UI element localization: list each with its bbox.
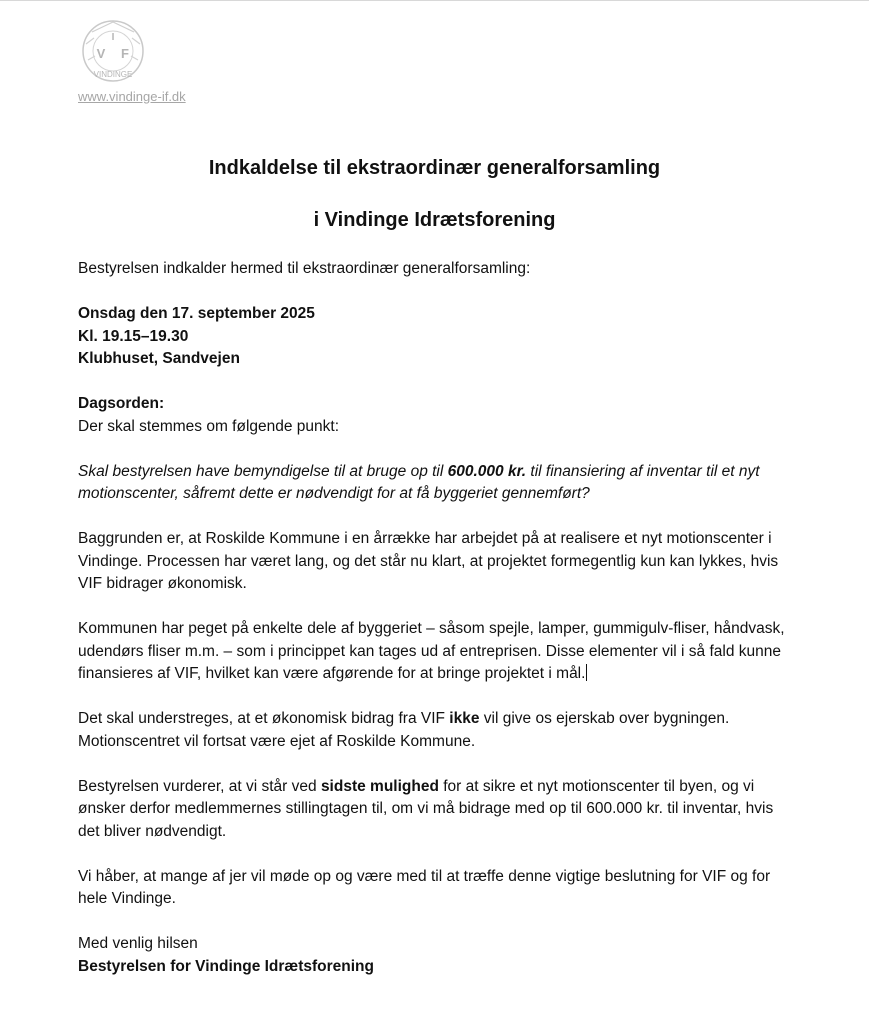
meeting-time: Kl. 19.15–19.30 bbox=[78, 327, 189, 345]
logo-letter-i: I bbox=[111, 32, 115, 43]
assessment-part1: Bestyrelsen vurderer, at vi står ved bbox=[78, 777, 321, 795]
meeting-details bbox=[78, 303, 798, 371]
assessment-part2: for at sikre et nyt motionscenter til byen, og vi ønsker derfor medlemmernes stillingtagen til, om vi må bidrage med op til 600.000 kr. til inventar, hvis det bliver nødvendigt. bbox=[78, 777, 774, 840]
agenda-section bbox=[78, 393, 798, 438]
closing-signature: Bestyrelsen for Vindinge Idrætsforening bbox=[78, 957, 374, 975]
logo-letter-f: F bbox=[121, 46, 129, 61]
hope-paragraph: Vi håber, at mange af jer vil møde op og være med til at træffe denne vigtige beslutning for VIF og for hele Vindinge. bbox=[78, 867, 771, 907]
ownership-emphasis: ikke bbox=[449, 710, 480, 727]
agenda-amount: 600.000 kr. bbox=[447, 462, 527, 480]
assessment-emphasis: sidste mulighed bbox=[320, 777, 439, 795]
agenda-heading: Dagsorden: bbox=[78, 395, 165, 412]
closing bbox=[78, 933, 798, 978]
ownership-paragraph bbox=[78, 708, 798, 753]
agenda-question bbox=[78, 461, 798, 506]
page-subtitle: i Vindinge Idrætsforening bbox=[313, 209, 556, 231]
municipality-text: Kommunen har peget på enkelte dele af byggeriet – såsom spejle, lamper, gummigulv-fliser, håndvask, udendørs fliser m.m. – som i princippet kan tages ud af entreprisen. Disse elementer vil i så fald kunne finansieres af VIF, hvilket kan være afgørende for at bringe projektet i mål. bbox=[78, 620, 785, 682]
page-top-border bbox=[0, 0, 869, 1]
page-title: Indkaldelse til ekstraordinær generalforsamling bbox=[208, 157, 661, 179]
text-cursor bbox=[586, 664, 587, 681]
agenda-lead: Der skal stemmes om følgende punkt: bbox=[78, 417, 340, 435]
ownership-part1: Det skal understreges, at et økonomisk bidrag fra VIF bbox=[78, 710, 450, 727]
letter-body bbox=[78, 258, 798, 1001]
logo-letter-v: V bbox=[96, 46, 106, 61]
meeting-date: Onsdag den 17. september 2025 bbox=[78, 305, 315, 322]
municipality-paragraph bbox=[78, 618, 798, 686]
agenda-question-part2: til finansiering af inventar til et nyt motionscenter, såfremt dette er nødvendigt for at få byggeriet gennemført? bbox=[78, 462, 760, 502]
background-paragraph: Baggrunden er, at Roskilde Kommune i en årrække har arbejdet på at realisere et nyt motionscenter i Vindinge. Processen har været lang, og det står nu klart, at projektet formegentlig kun kan lykkes, hvis VIF bidrager økonomisk. bbox=[78, 530, 779, 592]
vif-vindinge-logo-icon bbox=[80, 18, 146, 84]
website-link[interactable]: www.vindinge-if.dk bbox=[78, 89, 186, 104]
ownership-part2: vil give os ejerskab over bygningen. Motionscentret vil fortsat være ejet af Roskilde Kommune. bbox=[78, 710, 730, 750]
assessment-paragraph bbox=[78, 776, 798, 844]
closing-greeting: Med venlig hilsen bbox=[78, 935, 198, 952]
logo-ring-text: VINDINGE bbox=[93, 70, 133, 79]
intro-text: Bestyrelsen indkalder hermed til ekstraordinær generalforsamling: bbox=[78, 260, 531, 277]
meeting-place: Klubhuset, Sandvejen bbox=[78, 350, 240, 367]
agenda-question-part1: Skal bestyrelsen have bemyndigelse til at bruge op til bbox=[78, 462, 448, 480]
